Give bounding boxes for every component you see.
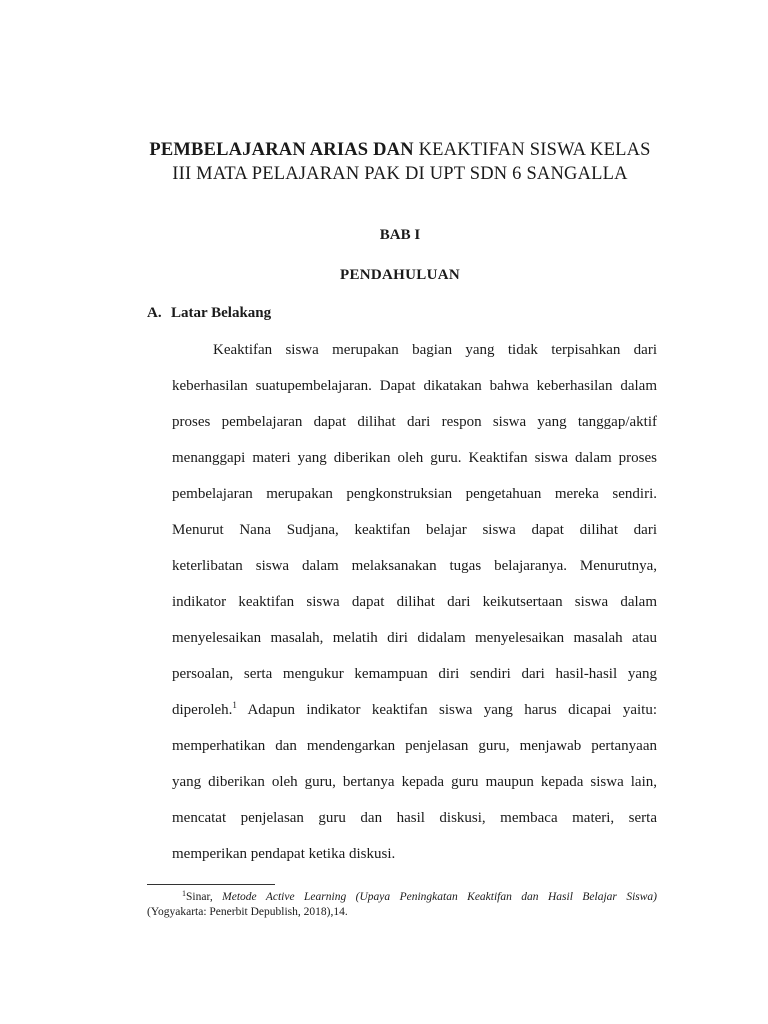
footnote-number: 1 [182,889,186,898]
section-heading [147,305,271,322]
section-title: Latar Belakang [171,305,272,321]
footnote-text [182,890,657,905]
paragraph-line: yang diberikan oleh guru, bertanya kepada guru maupun kepada siswa lain, [172,774,657,790]
paragraph-line: pembelajaran merupakan pengkonstruksian pengetahuan mereka sendiri. [172,486,657,502]
paragraph-line: keberhasilan suatupembelajaran. Dapat dikatakan bahwa keberhasilan dalam [172,378,657,394]
paragraph-line: Menurut Nana Sudjana, keaktifan belajar siswa dapat dilihat dari [172,522,657,538]
title-regular-part: KEAKTIFAN SISWA KELAS [413,140,651,160]
paragraph-text: diperoleh. [172,702,233,718]
footnote-book-title: Metode Active Learning (Upaya Peningkatan Keaktifan dan Hasil Belajar Siswa) [222,891,657,903]
chapter-number: BAB I [379,227,421,243]
paragraph-line: memperikan pendapat ketika diskusi. [172,846,396,862]
document-title [100,138,700,186]
paragraph-line [172,700,657,720]
section-label: A. [147,305,162,321]
title-bold-part: PEMBELAJARAN ARIAS DAN [149,140,414,160]
paragraph-line: menyelesaikan masalah, melatih diri didalam menyelesaikan masalah atau [172,630,657,646]
paragraph-line: indikator keaktifan siswa dapat dilihat dari keikutsertaan siswa dalam [172,594,657,610]
chapter-title: PENDAHULUAN [340,267,460,283]
title-line-2: III MATA PELAJARAN PAK DI UPT SDN 6 SANGALLA [172,164,628,184]
paragraph-line: keterlibatan siswa dalam melaksanakan tugas belajaranya. Menurutnya, [172,558,657,574]
paragraph-line: persoalan, serta mengukur kemampuan diri sendiri dari hasil-hasil yang [172,666,657,682]
footnote-publisher: (Yogyakarta: Penerbit Depublish, 2018),14. [147,906,348,918]
paragraph-line: memperhatikan dan mendengarkan penjelasan guru, menjawab pertanyaan [172,738,657,754]
paragraph-line: menanggapi materi yang diberikan oleh guru. Keaktifan siswa dalam proses [172,450,657,466]
paragraph-line: mencatat penjelasan guru dan hasil diskusi, membaca materi, serta [172,810,657,826]
paragraph-text: Adapun indikator keaktifan siswa yang harus dicapai yaitu: [236,702,657,718]
title-line-1 [100,138,700,162]
paragraph-line: Keaktifan siswa merupakan bagian yang tidak terpisahkan dari [213,342,657,358]
footnote-divider [147,884,275,885]
footnote-author: Sinar, [186,891,223,903]
footnote-reference[interactable]: 1 [232,700,237,710]
paragraph-line: proses pembelajaran dapat dilihat dari respon siswa yang tanggap/aktif [172,414,657,430]
